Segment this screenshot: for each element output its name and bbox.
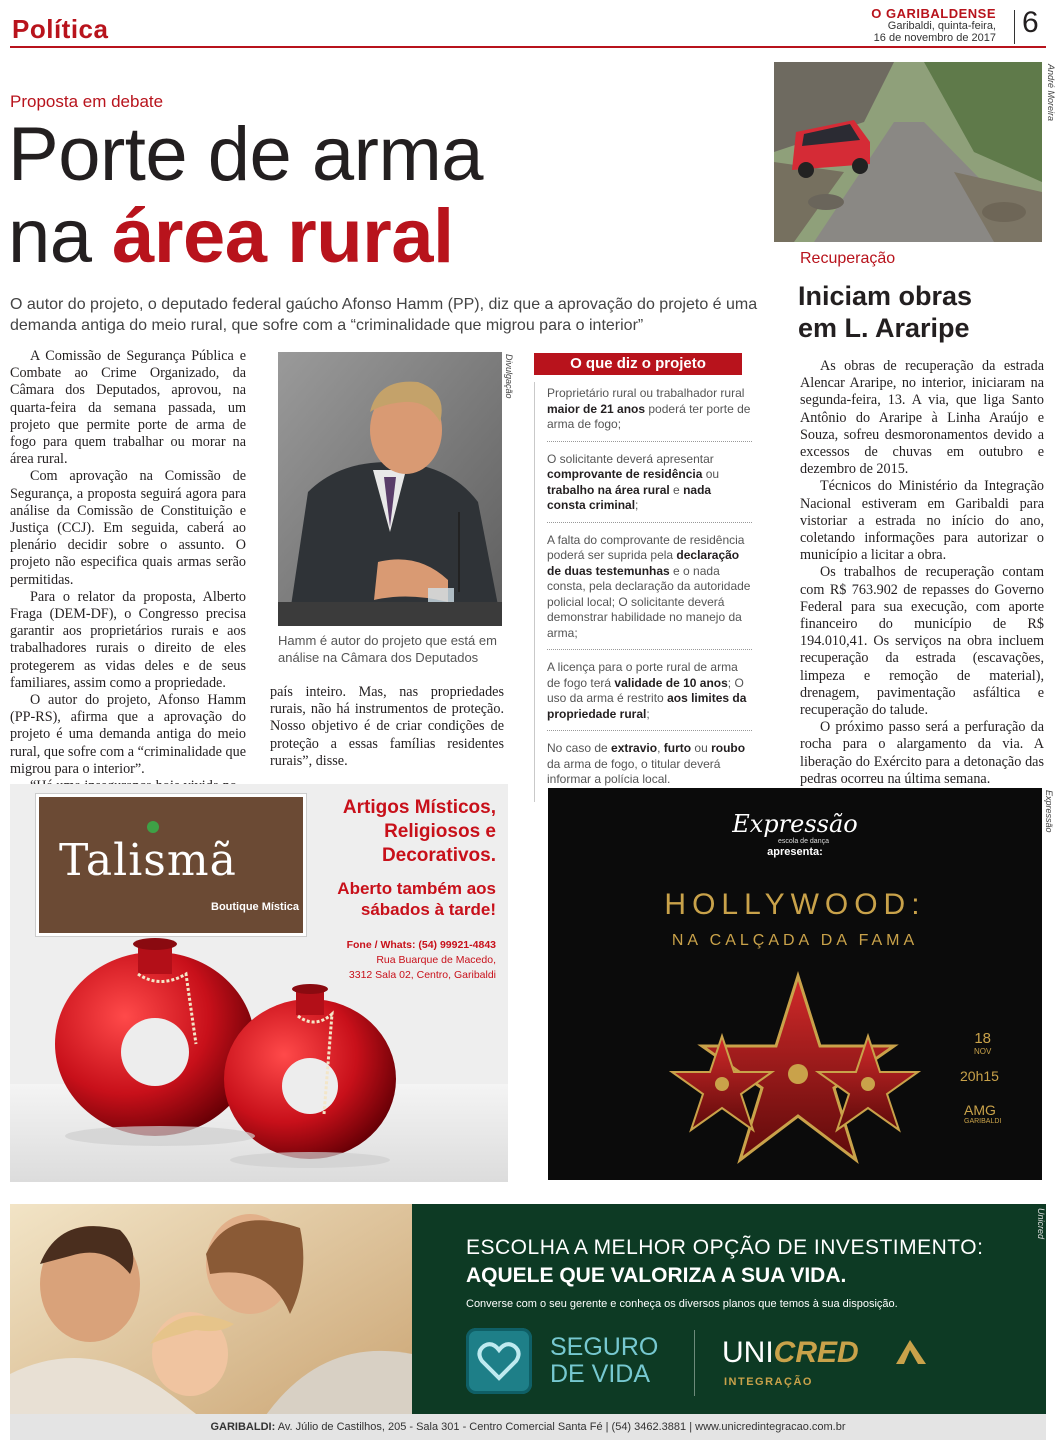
expressao-date <box>974 1030 991 1056</box>
side-headline-1: Iniciam obras <box>798 281 973 311</box>
paper-name: O GARIBALDENSE <box>871 6 996 21</box>
photo-caption: Hamm é autor do projeto que está em análise na Câmara dos Deputados <box>278 633 497 665</box>
unicred-logo-glyph <box>892 1338 930 1366</box>
paragraph: Com aprovação na Comissão de Segurança, a proposta seguirá agora para análise da Comissão de Constituição e Justiça (CCJ). Em seguida, caberá ao plenário decidir sobre o assunto. O projeto não especifica quais armas serão permitidas. <box>10 468 246 588</box>
unicred-credit: Unicred <box>1036 1208 1046 1240</box>
expressao-brand: Expressão <box>732 810 858 838</box>
photo-credit: Divulgação <box>504 354 514 399</box>
side-article-body <box>800 358 1044 788</box>
unicred-head-1: ESCOLHA A MELHOR OPÇÃO DE INVESTIMENTO: <box>466 1236 984 1259</box>
talisma-phone: Fone / Whats: (54) 99921-4843 <box>346 939 496 951</box>
unicred-footer-city: GARIBALDI: <box>210 1421 276 1433</box>
projeto-box <box>534 382 752 802</box>
unicred-product-2: DE VIDA <box>550 1360 651 1388</box>
talisma-line: Artigos Místicos, <box>342 797 496 818</box>
unicred-panel <box>412 1204 1046 1414</box>
unicred-product-1: SEGURO <box>550 1333 659 1361</box>
side-headline <box>798 280 972 344</box>
projeto-item: No caso de extravio, furto ou roubo da arma de fogo, o titular deverá informar a polícia local. <box>547 741 746 786</box>
road-photo-illustration <box>774 62 1042 242</box>
masthead <box>871 8 996 44</box>
dateline-2: 16 de novembro de 2017 <box>873 32 996 44</box>
headline-line-1: Porte de arma <box>8 112 484 197</box>
ad-expressao[interactable] <box>548 788 1042 1180</box>
page-number: 6 <box>1022 6 1039 39</box>
expressao-day: 18 <box>974 1030 992 1047</box>
talisma-headline <box>310 796 496 868</box>
paragraph: O próximo passo será a perfuração da rocha para o alargamento da via. A liberação do Exército para a detonação das pedras ocorreu na última semana. <box>800 719 1044 787</box>
family-photo-illustration <box>10 1204 412 1440</box>
talisma-line: Aberto também aos <box>337 879 496 898</box>
talisma-line: Religiosos e <box>384 821 496 842</box>
expressao-venue-sub: GARIBALDI <box>964 1118 1002 1125</box>
projeto-item: Proprietário rural ou trabalhador rural maior de 21 anos poderá ter porte de arma de fogo; <box>547 382 752 442</box>
headline-line-2b: área rural <box>112 194 454 279</box>
road-photo <box>774 62 1042 242</box>
unicred-brand-a: UNI <box>722 1336 774 1369</box>
section-title: Política <box>12 14 109 44</box>
paragraph: Técnicos do Ministério da Integração Nacional estiveram em Garibaldi para vistoriar a estrada no início do ano, coletando informações para autorizar o município a licitar a obra. <box>800 478 1044 564</box>
clover-icon <box>147 821 159 833</box>
talisma-address: 3312 Sala 02, Centro, Garibaldi <box>348 969 496 981</box>
expressao-apresenta: apresenta: <box>767 846 823 858</box>
heart-glyph <box>466 1328 532 1394</box>
unicred-footer-text: Av. Júlio de Castilhos, 205 - Sala 301 - Centro Comercial Santa Fé | (54) 3462.3881 | www.unicredintegracao.com.br <box>275 1421 846 1433</box>
heart-icon <box>466 1328 532 1394</box>
talisma-sub: Boutique Mística <box>211 901 300 913</box>
projeto-item: A falta do comprovante de residência poderá ser suprida pela declaração de duas testemunhas e o nada consta, pela declaração da autoridade policial local; O solicitante deverá demonstrar habilidade no manejo da arma; <box>547 529 752 651</box>
unicred-brand-sub: INTEGRAÇÃO <box>724 1376 813 1388</box>
expressao-title-1: HOLLYWOOD: <box>664 888 926 921</box>
unicred-sub: Converse com o seu gerente e conheça os diversos planos que temos à sua disposição. <box>466 1298 898 1310</box>
projeto-box-title: O que diz o projeto <box>534 353 742 375</box>
side-photo-credit: André Moreira <box>1046 64 1056 122</box>
expressao-month: NOV <box>974 1047 992 1056</box>
article-lead: O autor do projeto, o deputado federal gaúcho Afonso Hamm (PP), diz que a aprovação do projeto é uma demanda antiga do meio rural, que sofre com a “criminalidade que migrou para o interior” <box>10 296 758 334</box>
headline-line-2 <box>8 196 483 278</box>
paragraph: país inteiro. Mas, nas propriedades rurais, não há instrumentos de proteção. Nosso objetivo é de criar condições de proteção a essas famílias residentes rurais”, disse. <box>270 684 504 769</box>
talisma-line: sábados à tarde! <box>360 900 496 919</box>
headline-line-2a: na <box>8 194 113 279</box>
talisma-contact <box>310 938 496 983</box>
page-divider <box>1014 10 1015 44</box>
article-photo <box>278 352 502 626</box>
projeto-item: O solicitante deverá apresentar comprovante de residência ou trabalho na área rural e nada consta criminal; <box>547 448 752 523</box>
expressao-brand-sub: escola de dança <box>778 838 829 845</box>
expressao-title-2: NA CALÇADA DA FAMA <box>671 932 919 949</box>
paragraph: O autor do projeto, Afonso Hamm (PP-RS), afirma que a aprovação do projeto é uma demanda antiga do meio rural, que sofre com a “criminalidade que migrou para o interior”. <box>10 692 246 777</box>
header-rule <box>10 46 1046 48</box>
article-headline <box>8 114 483 278</box>
talisma-logo-panel <box>36 794 306 936</box>
unicred-divider <box>694 1330 695 1396</box>
unicred-brand <box>722 1336 859 1370</box>
dateline-1: Garibaldi, quinta-feira, <box>887 20 996 32</box>
talisma-line: Decorativos. <box>381 845 496 866</box>
unicred-head-2: AQUELE QUE VALORIZA A SUA VIDA. <box>466 1264 847 1287</box>
ad-talisma[interactable] <box>10 784 508 1182</box>
article-column-1 <box>10 348 246 795</box>
paragraph: As obras de recuperação da estrada Alencar Araripe, no interior, iniciaram na segunda-feira, 13. A via, que liga Santo Antônio do Araripe à Linha Araújo e Souza, sofreu desmoronamentos devido a excessos de chuvas em outubro e dezembro de 2015. <box>800 358 1044 478</box>
talisma-address: Rua Buarque de Macedo, <box>376 954 496 966</box>
deputy-photo-illustration <box>278 352 502 626</box>
talisma-brand: Talismã <box>59 835 237 886</box>
side-kicker: Recuperação <box>800 250 896 267</box>
expressao-time: 20h15 <box>960 1068 999 1084</box>
unicred-brand-b: CRED <box>773 1336 859 1369</box>
talisma-hours <box>310 878 496 920</box>
side-headline-2: em L. Araripe <box>798 313 970 343</box>
expressao-venue: AMG <box>964 1102 996 1118</box>
ad-credit: Expressão <box>1044 790 1054 833</box>
article-column-2 <box>270 684 504 770</box>
projeto-item: A licença para o porte rural de arma de fogo terá validade de 10 anos; O uso da arma é restrito aos limites da propriedade rural; <box>547 656 752 731</box>
ad-unicred[interactable] <box>10 1204 1046 1440</box>
article-kicker: Proposta em debate <box>10 92 164 111</box>
unicred-product <box>550 1334 658 1388</box>
paragraph: Os trabalhos de recuperação contam com R$ 763.902 de repasses do Governo Federal para sua execução, com aporte financeiro do município de R$ 194.010,41. Os serviços na obra incluem recuperação da estrada (escavações, limpeza e remoção de material), drenagem, pavimentação asfáltica e recuperação do talude. <box>800 564 1044 719</box>
unicred-footer <box>10 1414 1046 1440</box>
paragraph: A Comissão de Segurança Pública e Combate ao Crime Organizado, da Câmara dos Deputados, aprovou, na quarta-feira da semana passada, um projeto que permite porte de arma de fogo para quem trabalhar ou morar na área rural. <box>10 348 246 468</box>
paragraph: Para o relator da proposta, Alberto Fraga (DEM-DF), o Congresso precisa garantir aos proprietários rurais e aos trabalhadores rurais o direito de eles protegerem as vidas deles e de seus familiares, assim como a propriedade. <box>10 588 246 691</box>
unicred-logo-icon <box>892 1338 930 1366</box>
